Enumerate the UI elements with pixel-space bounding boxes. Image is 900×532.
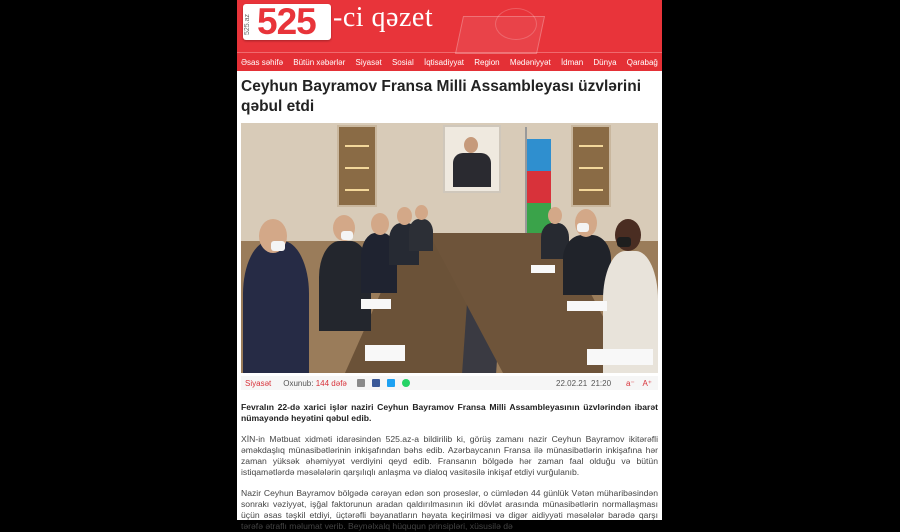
- views-label: Oxunub:: [283, 378, 314, 388]
- twitter-icon[interactable]: [387, 379, 395, 387]
- publish-time: 21:20: [591, 378, 612, 388]
- meeting-photo[interactable]: [241, 123, 658, 373]
- photo-shelf: [337, 125, 377, 207]
- site-logo[interactable]: [243, 1, 331, 42]
- photo-shelf: [571, 125, 611, 207]
- photo-face: [397, 207, 412, 225]
- photo-portrait: [443, 125, 501, 193]
- logo-suffix: -ci qəzet: [333, 2, 434, 33]
- nav-item-social[interactable]: Sosial: [391, 57, 414, 67]
- nav-item-culture[interactable]: Mədəniyyət: [509, 57, 551, 67]
- photo-paper: [567, 301, 607, 311]
- photo-face: [415, 205, 428, 220]
- font-larger-button[interactable]: A⁺: [642, 378, 653, 388]
- masthead: [237, 0, 662, 52]
- whatsapp-icon[interactable]: [402, 379, 410, 387]
- article: [237, 71, 662, 532]
- nav-item-all-news[interactable]: Bütün xəbərlər: [293, 57, 346, 67]
- views-value: 144 dəfə: [315, 378, 347, 388]
- photo-mask: [577, 223, 589, 232]
- photo-face: [371, 213, 389, 235]
- photo-flag: [527, 139, 551, 235]
- article-paragraph: XİN-in Mətbuat xidməti idarəsindən 525.az-a bildirilib ki, görüş zamanı nazir Ceyhun Bayramov ikitərəfli əməkdaşlıq münasibətlərinin inkişafından bəhs edib. Azərbaycanın Fransa ilə münasibətlərin inkişafına hər zaman yüksək əhəmiyyət verdiyini qeyd edib. Fransanın bölgədə hər zaman faal olduğu və bütün istiqamətlərdə məsələlərin qarşılıqlı anlaşma və dialoq vasitəsilə inkişaf etdiyi vurğulanıb.: [241, 434, 658, 477]
- main-nav: [237, 52, 662, 71]
- nav-item-sport[interactable]: İdman: [560, 57, 584, 67]
- nav-item-politics[interactable]: Siyasət: [355, 57, 382, 67]
- news-page: [237, 0, 662, 531]
- font-size-controls: [626, 379, 658, 388]
- masthead-decoration-circle: [495, 8, 537, 40]
- nav-item-world[interactable]: Dünya: [593, 57, 617, 67]
- article-paragraph: Nazir Ceyhun Bayramov bölgədə cərəyan edən son proseslər, o cümlədən 44 günlük Vətən müharibəsindən sonrakı vəziyyət, işğal faktorunun aradan qaldırılmasının iki dövlət arasında münasibətlərin normallaşması üçün əsas təşkil etdiyi, üçtərəfli bəyanatların həyata keçirilməsi və digər aidiyyəti məsələlər barədə qarşı tərəfə ətraflı məlumat verib. Beynəlxalq hüququn prinsipləri, xüsusilə də: [241, 488, 658, 531]
- photo-paper: [587, 349, 653, 365]
- facebook-icon[interactable]: [372, 379, 380, 387]
- nav-item-home[interactable]: Əsas səhifə: [241, 57, 284, 67]
- publish-date: 22.02.21: [556, 378, 588, 388]
- photo-paper: [365, 345, 405, 361]
- photo-paper: [531, 265, 555, 273]
- photo-person: [409, 219, 433, 251]
- print-icon[interactable]: [357, 379, 365, 387]
- views-counter: [283, 379, 347, 388]
- article-title: Ceyhun Bayramov Fransa Milli Assambleyası üzvlərini qəbul etdi: [241, 78, 641, 115]
- nav-item-economy[interactable]: İqtisadiyyat: [423, 57, 465, 67]
- photo-face: [548, 207, 562, 224]
- photo-mask: [617, 237, 631, 247]
- logo-number: 525: [257, 1, 316, 42]
- photo-person: [243, 241, 309, 373]
- nav-item-region[interactable]: Region: [474, 57, 500, 67]
- photo-mask: [271, 241, 285, 251]
- article-meta-bar: [241, 376, 658, 390]
- category-link[interactable]: Siyasət: [245, 378, 272, 388]
- nav-item-karabakh[interactable]: Qarabağ: [626, 57, 658, 67]
- photo-mask: [341, 231, 353, 240]
- font-smaller-button[interactable]: a⁻: [626, 378, 635, 388]
- share-icons: [357, 379, 410, 387]
- photo-paper: [361, 299, 391, 309]
- article-lead: Fevralın 22-də xarici işlər naziri Ceyhun Bayramov Fransa Milli Assambleyasının üzvlərindən ibarət nümayəndə heyətini qəbul edib.: [241, 402, 658, 423]
- logo-domain: 525.az: [244, 14, 251, 36]
